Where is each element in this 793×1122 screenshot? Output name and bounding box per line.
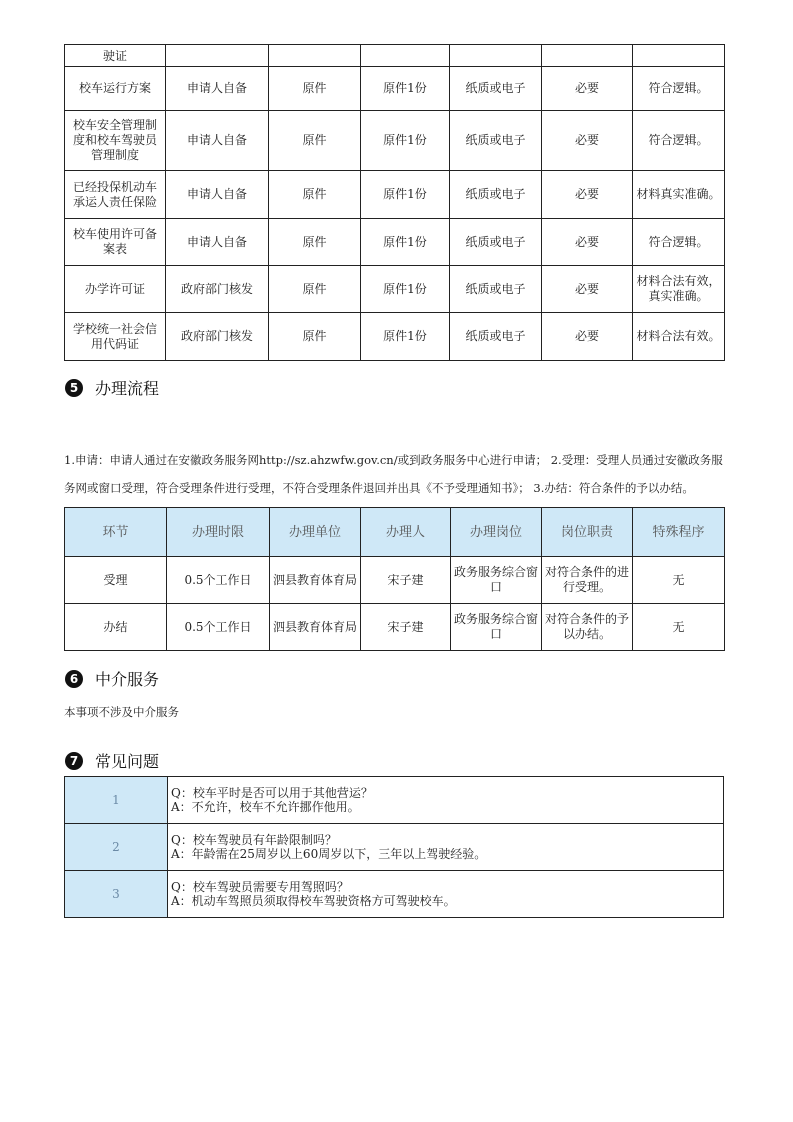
material-name: 学校统一社会信用代码证: [65, 313, 166, 361]
material-required: 必要: [542, 171, 633, 219]
material-source: 政府部门核发: [166, 266, 269, 313]
material-row: [65, 266, 725, 313]
material-name: 办学许可证: [65, 266, 166, 313]
number-5-icon: 5: [65, 379, 83, 397]
flow-cell: 对符合条件的予以办结。: [542, 604, 633, 651]
number-7-icon: 7: [65, 752, 83, 770]
material-requirement: 符合逻辑。: [633, 111, 725, 171]
material-requirement: 符合逻辑。: [633, 219, 725, 266]
material-source: 政府部门核发: [166, 313, 269, 361]
material-requirement: 材料合法有效，真实准确。: [633, 266, 725, 313]
faq-answer: A：年龄需在25周岁以上60周岁以下，三年以上驾驶经验。: [171, 847, 487, 861]
section-title-intermediary: [65, 667, 159, 690]
section-title-faq: [65, 749, 159, 772]
flow-table: [64, 507, 725, 651]
flow-cell: 办结: [65, 604, 167, 651]
flow-header-row: [65, 508, 725, 557]
material-requirement: 符合逻辑。: [633, 67, 725, 111]
material-medium: 纸质或电子: [450, 67, 542, 111]
material-copies: 原件1份: [361, 111, 450, 171]
material-medium: 纸质或电子: [450, 313, 542, 361]
section-heading: 中介服务: [95, 670, 160, 689]
faq-row: [65, 871, 724, 918]
section-heading: 办理流程: [95, 379, 160, 398]
faq-table: [64, 776, 724, 918]
material-source: 申请人自备: [166, 67, 269, 111]
material-required: [542, 45, 633, 67]
flow-header-cell: 环节: [65, 508, 167, 557]
material-row: [65, 45, 725, 67]
material-medium: [450, 45, 542, 67]
flow-cell: 0.5个工作日: [167, 557, 270, 604]
flow-header-cell: 办理时限: [167, 508, 270, 557]
material-form: 原件: [269, 171, 361, 219]
faq-qa: [168, 777, 724, 824]
material-medium: 纸质或电子: [450, 111, 542, 171]
flow-cell: 政务服务综合窗口: [451, 604, 542, 651]
material-required: 必要: [542, 219, 633, 266]
faq-qa: [168, 871, 724, 918]
material-medium: 纸质或电子: [450, 171, 542, 219]
material-requirement: 材料合法有效。: [633, 313, 725, 361]
flow-cell: 宋子建: [361, 557, 451, 604]
flow-cell: 无: [633, 557, 725, 604]
flow-cell: 泗县教育体育局: [270, 557, 361, 604]
number-6-icon: 6: [65, 670, 83, 688]
faq-number: 3: [65, 871, 168, 918]
flow-cell: 政务服务综合窗口: [451, 557, 542, 604]
flow-cell: 对符合条件的进行受理。: [542, 557, 633, 604]
material-form: 原件: [269, 266, 361, 313]
material-name: 已经投保机动车承运人责任保险: [65, 171, 166, 219]
faq-number: 1: [65, 777, 168, 824]
faq-row: [65, 777, 724, 824]
material-required: 必要: [542, 266, 633, 313]
flow-row: [65, 604, 725, 651]
material-row: [65, 313, 725, 361]
material-requirement: [633, 45, 725, 67]
material-required: 必要: [542, 313, 633, 361]
material-form: 原件: [269, 111, 361, 171]
material-row: [65, 67, 725, 111]
material-copies: 原件1份: [361, 266, 450, 313]
flow-row: [65, 557, 725, 604]
faq-question: Q：校车驾驶员有年龄限制吗？: [171, 833, 337, 847]
materials-table: [64, 44, 725, 361]
material-row: [65, 111, 725, 171]
material-source: 申请人自备: [166, 171, 269, 219]
flow-cell: 受理: [65, 557, 167, 604]
flow-header-cell: 办理岗位: [451, 508, 542, 557]
flow-header-cell: 办理人: [361, 508, 451, 557]
material-copies: 原件1份: [361, 171, 450, 219]
faq-qa: [168, 824, 724, 871]
material-requirement: 材料真实准确。: [633, 171, 725, 219]
faq-answer: A：机动车驾照员须取得校车驾驶资格方可驾驶校车。: [171, 894, 456, 908]
faq-question: Q：校车平时是否可以用于其他营运？: [171, 786, 373, 800]
material-form: 原件: [269, 313, 361, 361]
material-source: 申请人自备: [166, 219, 269, 266]
material-copies: 原件1份: [361, 219, 450, 266]
flow-header-cell: 岗位职责: [542, 508, 633, 557]
flow-cell: 0.5个工作日: [167, 604, 270, 651]
faq-row: [65, 824, 724, 871]
material-source: 申请人自备: [166, 111, 269, 171]
material-copies: 原件1份: [361, 313, 450, 361]
material-form: 原件: [269, 219, 361, 266]
material-name: 校车使用许可备案表: [65, 219, 166, 266]
flow-cell: 宋子建: [361, 604, 451, 651]
material-row: [65, 219, 725, 266]
material-medium: 纸质或电子: [450, 266, 542, 313]
material-form: [269, 45, 361, 67]
material-copies: [361, 45, 450, 67]
flow-cell: 泗县教育体育局: [270, 604, 361, 651]
material-form: 原件: [269, 67, 361, 111]
material-required: 必要: [542, 67, 633, 111]
material-name: 驶证: [65, 45, 166, 67]
faq-question: Q：校车驾驶员需要专用驾照吗？: [171, 880, 349, 894]
material-name: 校车安全管理制度和校车驾驶员管理制度: [65, 111, 166, 171]
material-source: [166, 45, 269, 67]
process-description: 1.申请：申请人通过在安徽政务服务网http://sz.ahzwfw.gov.cn/或到政务服务中心进行申请； 2.受理：受理人员通过安徽政务服务网或窗口受理，符合受理条件进行受理，不符合受理条件退回并出具《不予受理通知书》； 3.办结：符合条件的予以办结。: [64, 453, 723, 495]
material-required: 必要: [542, 111, 633, 171]
faq-number: 2: [65, 824, 168, 871]
section-heading: 常见问题: [95, 752, 160, 771]
faq-answer: A：不允许，校车不允许挪作他用。: [171, 800, 360, 814]
material-medium: 纸质或电子: [450, 219, 542, 266]
flow-header-cell: 办理单位: [270, 508, 361, 557]
material-copies: 原件1份: [361, 67, 450, 111]
material-row: [65, 171, 725, 219]
material-name: 校车运行方案: [65, 67, 166, 111]
flow-header-cell: 特殊程序: [633, 508, 725, 557]
intermediary-text: 本事项不涉及中介服务: [64, 705, 179, 719]
section-title-process: [65, 376, 159, 399]
flow-cell: 无: [633, 604, 725, 651]
